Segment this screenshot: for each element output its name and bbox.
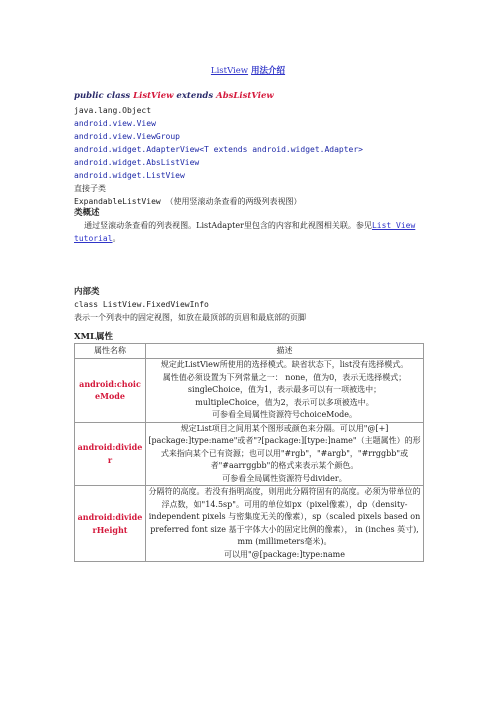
desc-line: 可参看全局属性资源符号choiceMode。 xyxy=(211,410,358,419)
table-row xyxy=(75,359,424,423)
class-hierarchy xyxy=(74,104,363,208)
hierarchy-item[interactable]: android.view.View xyxy=(74,119,156,128)
col-desc-header: 描述 xyxy=(146,344,424,359)
table-row xyxy=(75,486,424,562)
attr-name: android:choiceMode xyxy=(75,359,146,423)
table-row xyxy=(75,422,424,486)
decl-prefix: public class xyxy=(74,91,131,101)
inner-class: class ListView.FixedViewInfo xyxy=(74,300,209,309)
overview-text xyxy=(74,219,424,245)
decl-extends: extends xyxy=(176,91,214,101)
subclass-value: ExpandableListView （使用竖滚动条查看的两级列表视图） xyxy=(74,197,302,206)
attr-name: android:dividerHeight xyxy=(75,486,146,562)
hierarchy-item[interactable]: android.widget.AdapterView<T extends android.widget.Adapter> xyxy=(74,145,363,154)
tutorial-link[interactable]: List View tutorial xyxy=(74,221,416,243)
desc-line: 规定List项目之间用某个图形或颜色来分隔。可以用"@[+][package:]type:name"或者"?[package:][type:]name"（主题属性）的形式来指向某个已有资源；也可以用"#rgb"，"#argb"，"#rrggbb"或者"#aarrggbb"的格式来表示某个颜色。 xyxy=(148,423,421,470)
attr-name: android:divider xyxy=(75,422,146,486)
desc-line: 分隔符的高度。若没有指明高度，则用此分隔符固有的高度。必须为带单位的浮点数，如"14.5sp"。可用的单位如px（pixel像素），dp（density-independent pixels 与密集度无关的像素），sp（scaled pixels based on preferred font size 基于字体大小的固定比例的像素）， in (inches 英寸), mm (millimeters毫米)。 xyxy=(148,487,421,546)
inner-heading: 内部类 xyxy=(74,287,100,297)
desc-line: 属性值必须设置为下列常量之一： none，值为0，表示无选择模式； xyxy=(162,372,407,382)
xml-attributes-table xyxy=(74,343,424,562)
col-name-header: 属性名称 xyxy=(75,344,146,359)
decl-class: ListView xyxy=(133,91,174,101)
hierarchy-item[interactable]: android.view.ViewGroup xyxy=(74,132,180,141)
page-title xyxy=(0,64,496,76)
attr-desc xyxy=(146,486,424,562)
hierarchy-item: java.lang.Object xyxy=(74,106,152,115)
desc-line: singleChoice，值为1，表示最多可以有一项被选中； xyxy=(187,385,382,394)
class-declaration xyxy=(74,91,274,101)
overview-heading: 类概述 xyxy=(74,208,100,218)
hierarchy-item[interactable]: android.widget.AbsListView xyxy=(74,158,200,167)
desc-line: 可以用"@[package:]type:name xyxy=(224,549,345,559)
decl-parent: AbsListView xyxy=(216,91,274,101)
title-zh[interactable]: 用法介绍 xyxy=(251,66,286,76)
overview-text-1: 通过竖滚动条查看的列表视图。ListAdapter里包含的内容和此视图相关联。参见 xyxy=(84,221,372,230)
desc-line: multipleChoice，值为2，表示可以多项被选中。 xyxy=(195,397,374,407)
desc-line: 可参看全局属性资源符号divider。 xyxy=(222,473,347,483)
desc-line: 规定此ListView所使用的选择模式。缺省状态下，list没有选择模式。 xyxy=(160,360,409,369)
subclass-label: 直接子类 xyxy=(74,184,106,193)
overview-text-2: 。 xyxy=(112,234,121,243)
attr-desc xyxy=(146,359,424,423)
attr-desc xyxy=(146,422,424,486)
table-header-row xyxy=(75,344,424,359)
inner-desc: 表示一个列表中的固定视图，如放在最顶部的页眉和最底部的页脚 xyxy=(74,313,306,322)
hierarchy-item[interactable]: android.widget.ListView xyxy=(74,171,185,180)
title-link[interactable]: ListView xyxy=(210,66,249,76)
xml-heading: XML属性 xyxy=(74,332,113,342)
